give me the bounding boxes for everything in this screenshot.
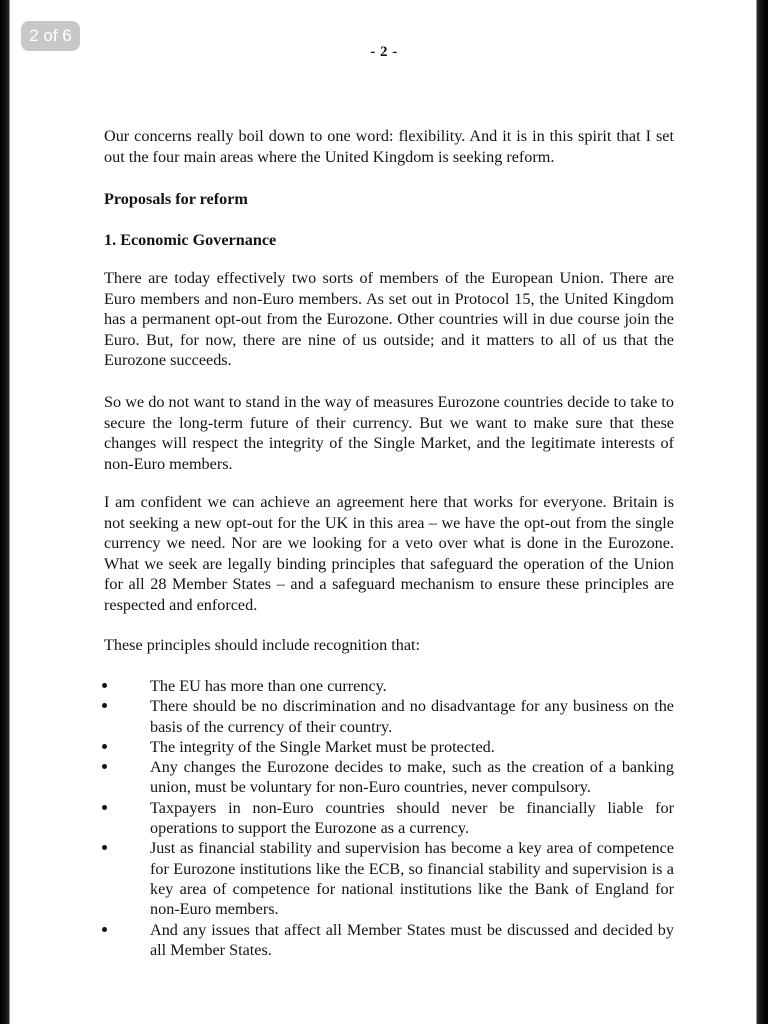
list-item	[104, 737, 674, 757]
bullet-icon	[102, 845, 107, 850]
subsection-heading: 1. Economic Governance	[104, 231, 277, 249]
bullet-icon	[102, 805, 107, 810]
list-item-text: The EU has more than one currency.	[150, 677, 387, 695]
list-item	[104, 920, 674, 961]
paragraph: These principles should include recognition that:	[104, 636, 421, 654]
list-item-text: There should be no discrimination and no disadvantage for any business on the basis of the currency of their country.	[150, 697, 674, 736]
list-item	[104, 676, 674, 696]
bullet-icon	[102, 927, 107, 932]
paragraph: There are today effectively two sorts of members of the European Union. There are Euro members and non-Euro members. As set out in Protocol 15, the United Kingdom has a permanent opt-out from the Eurozone. Other countries will in due course join the Euro. But, for now, there are nine of us outside; and it matters to all of us that the Eurozone succeeds.	[104, 269, 674, 369]
bullet-icon	[102, 764, 107, 769]
list-item	[104, 696, 674, 737]
list-item-text: Just as financial stability and supervision has become a key area of competence for Eurozone institutions like the ECB, so financial stability and supervision is a key area of competence for national institutions like the Bank of England for non-Euro members.	[150, 839, 674, 919]
page-shadow-right	[756, 0, 768, 1024]
page-indicator: 2 of 6	[21, 21, 80, 51]
bullet-icon	[102, 703, 107, 708]
section-heading: Proposals for reform	[104, 190, 248, 208]
page-number: - 2 -	[370, 44, 398, 60]
intro-paragraph: Our concerns really boil down to one word: flexibility. And it is in this spirit that I set out the four main areas where the United Kingdom is seeking reform.	[104, 127, 674, 166]
list-item-text: The integrity of the Single Market must be protected.	[150, 737, 495, 756]
list-item-text: Any changes the Eurozone decides to make, such as the creation of a banking union, must be voluntary for non-Euro countries, never compulsory.	[150, 758, 674, 797]
list-item	[104, 798, 674, 839]
principles-list	[104, 676, 674, 960]
list-item-text: Taxpayers in non-Euro countries should never be financially liable for operations to support the Eurozone as a currency.	[150, 798, 674, 838]
list-item	[104, 757, 674, 798]
bullet-icon	[102, 683, 107, 688]
paragraph: So we do not want to stand in the way of measures Eurozone countries decide to take to secure the long-term future of their currency. But we want to make sure that these changes will respect the integrity of the Single Market, and the legitimate interests of non-Euro members.	[104, 393, 674, 473]
page-shadow-left	[0, 0, 10, 1024]
list-item-text: And any issues that affect all Member States must be discussed and decided by all Member States.	[150, 920, 674, 959]
list-item	[104, 838, 674, 919]
paragraph: I am confident we can achieve an agreement here that works for everyone. Britain is not seeking a new opt-out for the UK in this area – we have the opt-out from the single currency we need. Nor are we looking for a veto over what is done in the Eurozone. What we seek are legally binding principles that safeguard the operation of the Union for all 28 Member States – and a safeguard mechanism to ensure these principles are respected and enforced.	[104, 493, 674, 614]
bullet-icon	[102, 744, 107, 749]
